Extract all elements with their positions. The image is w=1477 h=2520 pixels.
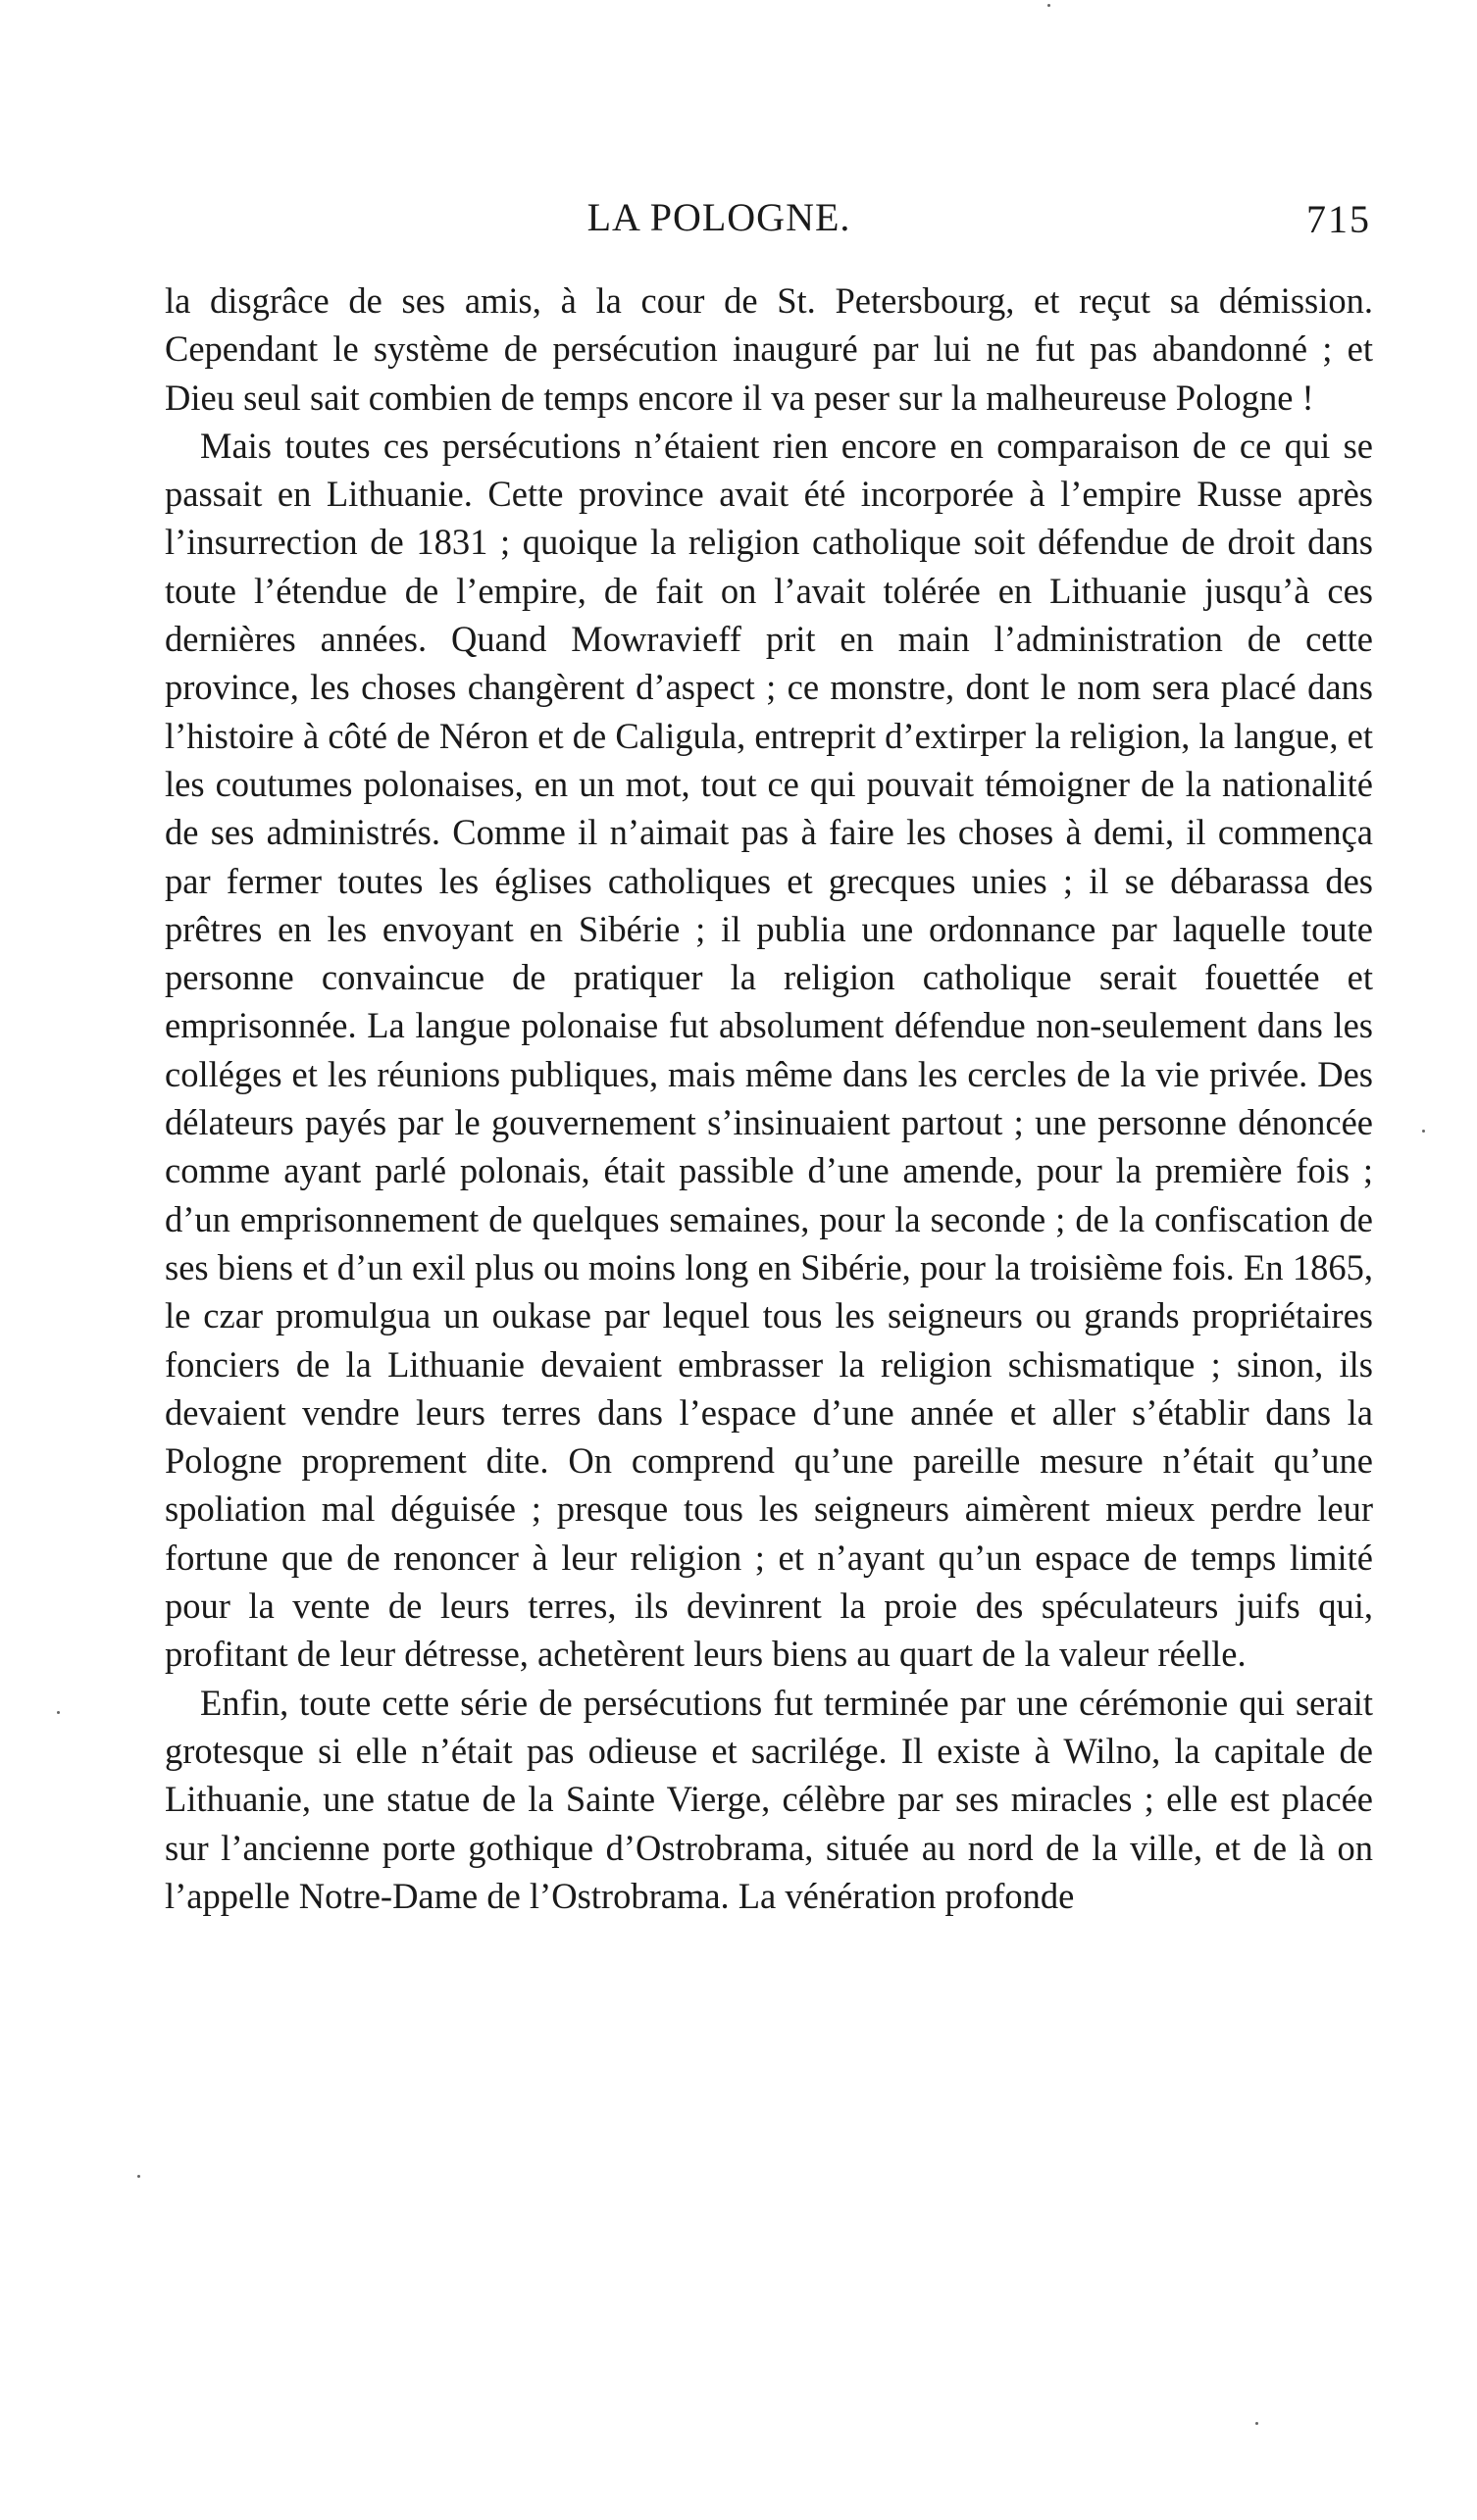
print-speck	[57, 1711, 60, 1714]
running-title-text: LA POLOGNE.	[586, 195, 851, 239]
body-text	[165, 277, 1373, 1920]
print-speck	[1422, 1130, 1425, 1133]
print-speck	[137, 2175, 140, 2178]
paragraph-1: la disgrâce de ses amis, à la cour de St. Petersbourg, et reçut sa démission. Cependant le système de persécution inauguré par lui ne fut pas abandonné ; et Dieu seul sait combien de temps encore il va peser sur la malheureuse Pologne !	[165, 280, 1373, 418]
page-number: 715	[1306, 197, 1371, 241]
paragraph-3: Enfin, toute cette série de persécutions fut terminée par une cérémonie qui serait grotesque si elle n’était pas odieuse et sacrilége. Il existe à Wilno, la capitale de Lithuanie, une statue de la Sainte Vierge, célèbre par ses miracles ; elle est placée sur l’ancienne porte gothique d’Ostrobrama, située au nord de la ville, et de là on l’appelle Notre-Dame de l’Ostrobrama. La vénération profonde	[165, 1682, 1373, 1916]
paragraph-2: Mais toutes ces persécutions n’étaient rien encore en comparaison de ce qui se passait en Lithuanie. Cette province avait été incorporée à l’empire Russe après l’insurrection de 1831 ; quoique la religion catholique soit défendue de droit dans toute l’étendue de l’empire, de fait on l’avait tolérée en Lithuanie jusqu’à ces dernières années. Quand Mowravieff prit en main l’administration de cette province, les choses changèrent d’aspect ; ce monstre, dont le nom sera placé dans l’histoire à côté de Néron et de Caligula, entreprit d’extirper la religion, la langue, et les coutumes polonaises, en un mot, tout ce qui pouvait témoigner de la nationalité de ses administrés. Comme il n’aimait pas à faire les choses à demi, il commença par fermer toutes les églises catholiques et grecques unies ; il se débarassa des prêtres en les envoyant en Sibérie ; il publia une ordonnance par laquelle toute personne convaincue de pratiquer la religion catholique serait fouettée et emprisonnée. La langue polonaise fut absolument défendue non-seulement dans les colléges et les réunions publiques, mais même dans les cercles de la vie privée. Des délateurs payés par le gouvernement s’insinuaient partout ; une personne dénoncée comme ayant parlé polonais, était passible d’une amende, pour la première fois ; d’un emprisonnement de quelques semaines, pour la seconde ; de la confiscation de ses biens et d’un exil plus ou moins long en Sibérie, pour la troisième fois. En 1865, le czar promulgua un oukase par lequel tous les seigneurs ou grands propriétaires fonciers de la Lithuanie devaient embrasser la religion schismatique ; sinon, ils devaient vendre leurs terres dans l’espace d’une année et aller s’établir dans la Pologne proprement dite. On comprend qu’une pareille mesure n’était qu’une spoliation mal déguisée ; presque tous les seigneurs aimèrent mieux perdre leur fortune que de renoncer à leur religion ; et n’ayant qu’un espace de temps limité pour la vente de leurs terres, ils devinrent la proie des spéculateurs juifs qui, profitant de leur détresse, achetèrent leurs biens au quart de la valeur réelle.	[165, 425, 1373, 1675]
print-speck	[1255, 2422, 1258, 2425]
print-speck	[1047, 4, 1050, 7]
running-title	[0, 194, 1477, 240]
